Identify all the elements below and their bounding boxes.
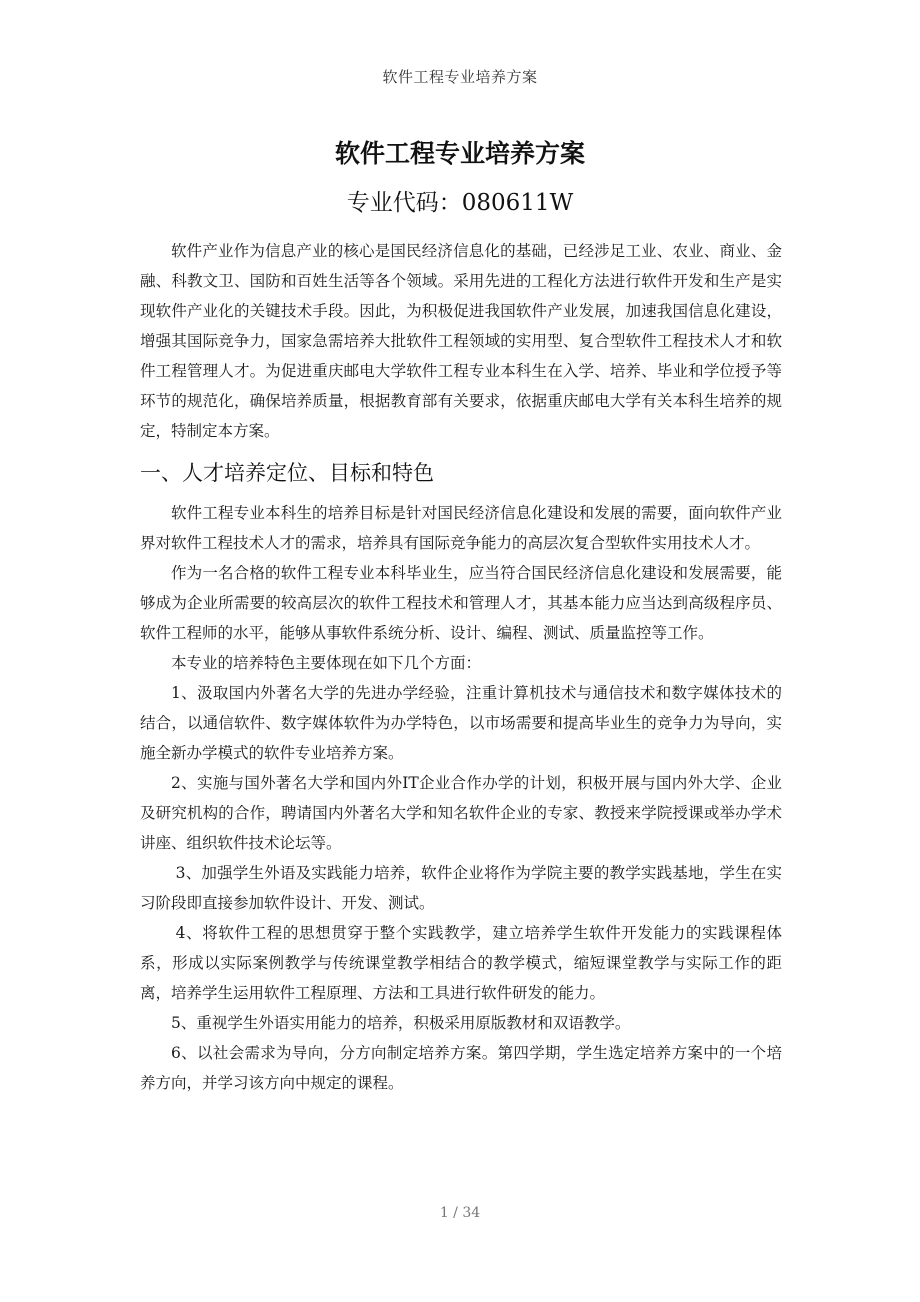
feature-item-2: 2、实施与国外著名大学和国内外IT企业合作办学的计划，积极开展与国内外大学、企业及研究机构的合作，聘请国内外著名大学和知名软件企业的专家、教授来学院授课或举办学术讲座、组织软件技术论坛等。 (140, 774, 782, 852)
page-indicator: 1 / 34 (439, 1205, 481, 1221)
document-body (140, 236, 782, 1098)
major-code: 专业代码：080611W (346, 190, 574, 216)
section-paragraph-goal: 软件工程专业本科生的培养目标是针对国民经济信息化建设和发展的需要，面向软件产业界对软件工程技术人才的需求，培养具有国际竞争能力的高层次复合型软件实用技术人才。 (140, 504, 782, 552)
feature-item-5: 5、重视学生外语实用能力的培养，积极采用原版教材和双语教学。 (171, 1014, 631, 1032)
document-title: 软件工程专业培养方案 (334, 139, 585, 168)
section-paragraph-features-intro: 本专业的培养特色主要体现在如下几个方面： (171, 654, 482, 672)
section-paragraph-ability: 作为一名合格的软件工程专业本科毕业生，应当符合国民经济信息化建设和发展需要，能够成为企业所需要的较高层次的软件工程技术和管理人才，其基本能力应当达到高级程序员、软件工程师的水平，能够从事软件系统分析、设计、编程、测试、质量监控等工作。 (140, 564, 782, 642)
feature-item-3: 3、加强学生外语及实践能力培养，软件企业将作为学院主要的教学实践基地，学生在实习阶段即直接参加软件设计、开发、测试。 (140, 864, 782, 912)
feature-item-4: 4、将软件工程的思想贯穿于整个实践教学，建立培养学生软件开发能力的实践课程体系，形成以实际案例教学与传统课堂教学相结合的教学模式，缩短课堂教学与实际工作的距离，培养学生运用软件工程原理、方法和工具进行软件研发的能力。 (140, 924, 782, 1002)
feature-item-1: 1、汲取国内外著名大学的先进办学经验，注重计算机技术与通信技术和数字媒体技术的结合，以通信软件、数字媒体软件为办学特色，以市场需要和提高毕业生的竞争力为导向，实施全新办学模式的软件专业培养方案。 (140, 684, 782, 762)
running-header: 软件工程专业培养方案 (382, 68, 538, 86)
section-heading: 一、人才培养定位、目标和特色 (140, 461, 434, 485)
feature-item-6: 6、以社会需求为导向，分方向制定培养方案。第四学期，学生选定培养方案中的一个培养方向，并学习该方向中规定的课程。 (140, 1044, 782, 1092)
intro-paragraph: 软件产业作为信息产业的核心是国民经济信息化的基础，已经涉足工业、农业、商业、金融、科教文卫、国防和百姓生活等各个领域。采用先进的工程化方法进行软件开发和生产是实现软件产业化的关键技术手段。因此，为积极促进我国软件产业发展，加速我国信息化建设，增强其国际竞争力，国家急需培养大批软件工程领域的实用型、复合型软件工程技术人才和软件工程管理人才。为促进重庆邮电大学软件工程专业本科生在入学、培养、毕业和学位授予等环节的规范化，确保培养质量，根据教育部有关要求，依据重庆邮电大学有关本科生培养的规定，特制定本方案。 (140, 242, 782, 440)
